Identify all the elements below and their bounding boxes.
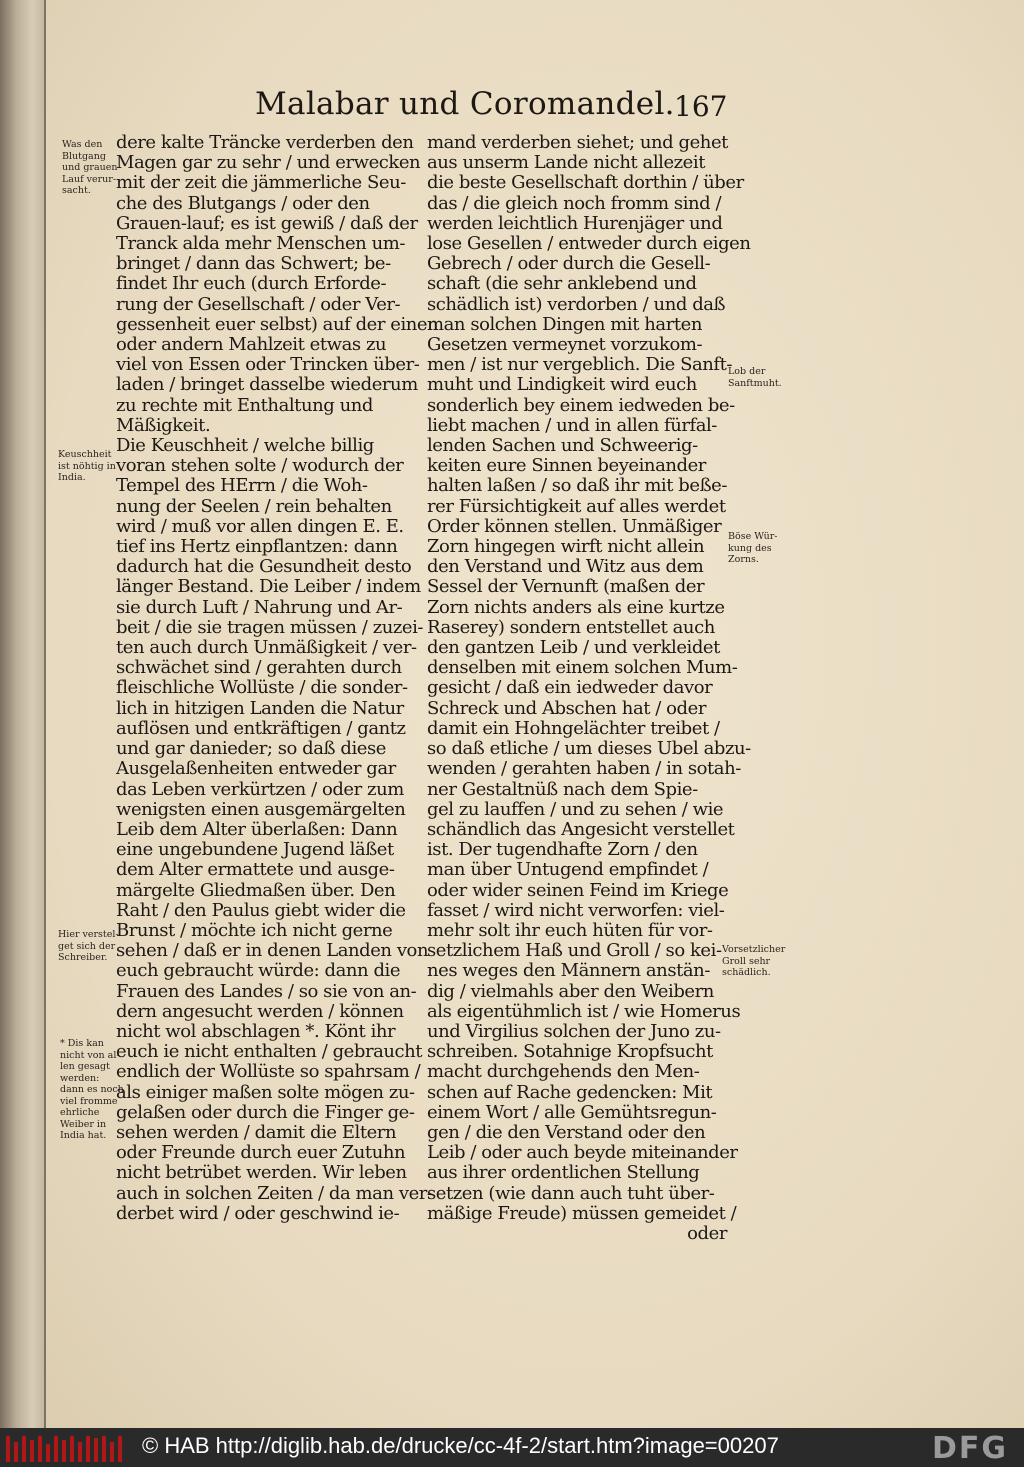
text-line: laden / bringet dasselbe wiederum xyxy=(116,374,418,396)
text-line: findet Ihr euch (durch Erforde- xyxy=(116,273,387,295)
text-line: werden leichtlich Hurenjäger und xyxy=(427,212,723,234)
text-line: Brunst / möchte ich nicht gerne xyxy=(116,919,393,941)
text-line: Die Keuschheit / welche billig xyxy=(116,435,374,457)
text-line: dig / vielmahls aber den Weibern xyxy=(427,980,714,1002)
page-number: 167 xyxy=(674,90,728,123)
copyright-url[interactable]: © HAB http://diglib.hab.de/drucke/cc-4f-2/start.htm?image=00207 xyxy=(142,1433,779,1458)
text-line: sie durch Luft / Nahrung und Ar- xyxy=(116,596,403,618)
margin-note-keuschheit: Keuschheit ist nöhtig in India. xyxy=(58,449,116,483)
text-line: liebt machen / und in allen fürfal- xyxy=(427,414,717,436)
margin-note-zorn: Böse Wür- kung des Zorns. xyxy=(728,531,778,565)
margin-note-schreiber: Hier verstel- get sich der Schreiber. xyxy=(58,929,119,963)
text-line: rung der Gesellschaft / oder Ver- xyxy=(116,293,401,315)
text-line: mand verderben siehet; und gehet xyxy=(427,132,728,153)
text-line: auflösen und entkräftigen / gantz xyxy=(116,717,406,739)
text-line: gessenheit euer selbst) auf der einen xyxy=(116,313,439,335)
text-line: gel zu lauffen / und zu sehen / wie xyxy=(427,798,724,820)
text-line: Mäßigkeit. xyxy=(116,414,211,436)
right-text-column xyxy=(427,132,751,1244)
text-line: mit der zeit die jämmerliche Seu- xyxy=(116,172,406,194)
text-line: sehen werden / damit die Eltern xyxy=(116,1121,397,1143)
text-line: muht und Lindigkeit wird euch xyxy=(427,374,697,396)
text-line: lich in hitzigen Landen die Natur xyxy=(116,697,404,719)
text-line: das Leben verkürtzen / oder zum xyxy=(116,778,404,800)
text-line: euch ie nicht enthalten / gebraucht xyxy=(116,1041,423,1063)
text-line: gen / die den Verstand oder den xyxy=(427,1121,706,1143)
text-line: euch gebraucht würde: dann die xyxy=(116,960,401,982)
text-line: Magen gar zu sehr / und erwecken xyxy=(116,152,421,174)
text-line: schaft (die sehr anklebend und xyxy=(427,273,697,295)
text-line: lose Gesellen / entweder durch eigen xyxy=(427,233,751,255)
text-line: che des Blutgangs / oder den xyxy=(116,192,370,214)
text-line: Leib dem Alter überlaßen: Dann xyxy=(116,818,398,840)
text-line: setzen (wie dann auch tuht über- xyxy=(427,1182,715,1204)
text-line: schreiben. Sotahnige Kropfsucht xyxy=(427,1041,713,1063)
text-line: den gantzen Leib / und verkleidet xyxy=(427,637,720,659)
text-line: schen auf Rache gedencken: Mit xyxy=(427,1081,713,1103)
text-line: nicht wol abschlagen *. Könt ihr xyxy=(116,1020,396,1042)
text-line: man solchen Dingen mit harten xyxy=(427,313,702,335)
text-line: dern angesucht werden / können xyxy=(116,1000,404,1022)
footer-bar xyxy=(0,1428,1024,1467)
text-line: Sessel der Vernunft (maßen der xyxy=(427,576,705,598)
text-line: macht durchgehends den Men- xyxy=(427,1061,700,1083)
left-text-column xyxy=(116,132,439,1224)
text-line: tief ins Hertz einpflantzen: dann xyxy=(116,536,398,558)
text-line: schwächet sind / gerahten durch xyxy=(116,657,402,679)
text-line: fasset / wird nicht verworfen: viel- xyxy=(427,899,725,921)
text-line: auch in solchen Zeiten / da man ver- xyxy=(116,1182,433,1204)
text-line: man über Untugend empfindet / xyxy=(427,859,709,881)
text-line: Leib / oder auch beyde miteinander xyxy=(427,1142,738,1164)
text-line: derbet wird / oder geschwind ie- xyxy=(116,1202,400,1224)
text-line: Raserey) sondern entstellet auch xyxy=(427,616,715,638)
text-line: voran stehen solte / wodurch der xyxy=(116,455,404,477)
text-line: denselben mit einem solchen Mum- xyxy=(427,657,738,679)
text-line: nicht betrübet werden. Wir leben xyxy=(116,1162,407,1184)
text-line: sonderlich bey einem iedweden be- xyxy=(427,394,735,416)
text-line: Tempel des HErrn / die Woh- xyxy=(116,475,368,497)
margin-note-groll: Vorsetzlicher Groll sehr schädlich. xyxy=(722,944,786,978)
text-line: Schreck und Abschen hat / oder xyxy=(427,697,706,719)
text-line: Gesetzen vermeynet vorzukom- xyxy=(427,334,703,356)
text-line: setzlichem Haß und Groll / so kei- xyxy=(427,940,722,962)
text-line: Order können stellen. Unmäßiger xyxy=(427,515,722,537)
text-line: bringet / dann das Schwert; be- xyxy=(116,253,391,275)
text-line: Gebrech / oder durch die Gesell- xyxy=(427,253,711,275)
margin-note-footnote: * Dis kan nicht von al- len gesagt werden: dann es noch viel fromme ehrliche Weiber in India hat. xyxy=(60,1038,124,1141)
text-line: so daß etliche / um dieses Ubel abzu- xyxy=(427,738,751,760)
text-line: Raht / den Paulus giebt wider die xyxy=(116,899,406,921)
text-line: dere kalte Träncke verderben den xyxy=(116,132,414,153)
text-line: rer Fürsichtigkeit auf alles werdet xyxy=(427,495,726,517)
catchword: oder xyxy=(687,1222,727,1244)
text-line: schädlich ist) verdorben / und daß xyxy=(427,293,726,315)
text-line: wenigsten einen ausgemärgelten xyxy=(116,798,406,820)
margin-note-sanftmuht: Lob der Sanftmuht. xyxy=(728,366,782,389)
text-line: Zorn hingegen wirft nicht allein xyxy=(427,536,705,558)
text-line: Ausgelaßenheiten entweder gar xyxy=(116,758,396,780)
text-line: sehen / daß er in denen Landen von xyxy=(116,940,429,962)
text-line: nes weges den Männern anstän- xyxy=(427,960,710,982)
text-line: oder wider seinen Feind im Kriege xyxy=(427,879,729,901)
text-line: die beste Gesellschaft dorthin / über xyxy=(427,172,744,194)
text-line: beit / die sie tragen müssen / zuzei- xyxy=(116,616,424,638)
text-line: oder andern Mahlzeit etwas zu xyxy=(116,334,387,356)
text-line: märgelte Gliedmaßen über. Den xyxy=(116,879,396,901)
text-line: als eigentühmlich ist / wie Homerus xyxy=(427,1000,741,1022)
text-line: Zorn nichts anders als eine kurtze xyxy=(427,596,725,618)
running-title: Malabar und Coromandel. xyxy=(255,86,675,122)
text-line: Tranck alda mehr Menschen um- xyxy=(116,233,405,255)
text-line: länger Bestand. Die Leiber / indem xyxy=(116,576,421,598)
text-line: viel von Essen oder Trincken über- xyxy=(116,354,420,376)
text-line: men / ist nur vergeblich. Die Sanft- xyxy=(427,354,733,376)
text-line: lenden Sachen und Schweerig- xyxy=(427,435,698,457)
text-line: schändlich das Angesicht verstellet xyxy=(427,818,735,840)
hab-logo-icon xyxy=(6,1434,126,1462)
text-line: und gar danieder; so daß diese xyxy=(116,738,386,760)
text-line: aus unserm Lande nicht allezeit xyxy=(427,152,705,174)
text-line: mäßige Freude) müssen gemeidet / xyxy=(427,1202,737,1224)
text-line: das / die gleich noch fromm sind / xyxy=(427,192,722,214)
text-line: wenden / gerahten haben / in sotah- xyxy=(427,758,741,780)
text-line: als einiger maßen solte mögen zu- xyxy=(116,1081,415,1103)
text-line: den Verstand und Witz aus dem xyxy=(427,556,704,578)
text-line: ner Gestaltnüß nach dem Spie- xyxy=(427,778,698,800)
text-line: wird / muß vor allen dingen E. E. xyxy=(116,515,404,537)
text-line: zu rechte mit Enthaltung und xyxy=(116,394,373,416)
text-line: oder Freunde durch euer Zutuhn xyxy=(116,1142,406,1164)
text-line: und Virgilius solchen der Juno zu- xyxy=(427,1020,721,1042)
book-spine xyxy=(0,0,46,1428)
text-line: dem Alter ermattete und ausge- xyxy=(116,859,395,881)
text-line: dadurch hat die Gesundheit desto xyxy=(116,556,412,578)
text-line: aus ihrer ordentlichen Stellung xyxy=(427,1162,700,1184)
text-line: Grauen-lauf; es ist gewiß / daß der xyxy=(116,212,418,234)
text-line: gesicht / daß ein iedweder davor xyxy=(427,677,713,699)
dfg-logo: DFG xyxy=(932,1431,1009,1466)
text-line: ist. Der tugendhafte Zorn / den xyxy=(427,839,698,861)
text-line: keiten eure Sinnen beyeinander xyxy=(427,455,706,477)
text-line: Frauen des Landes / so sie von an- xyxy=(116,980,417,1002)
margin-note-blutgang: Was den Blutgang und grauen Lauf verur- sacht. xyxy=(62,139,118,196)
text-line: ten auch durch Unmäßigkeit / ver- xyxy=(116,637,417,659)
text-line: halten laßen / so daß ihr mit beße- xyxy=(427,475,727,497)
text-line: fleischliche Wollüste / die sonder- xyxy=(116,677,408,699)
text-line: damit ein Hohngelächter treibet / xyxy=(427,717,720,739)
text-line: mehr solt ihr euch hüten für vor- xyxy=(427,919,713,941)
text-line: eine ungebundene Jugend läßet xyxy=(116,839,394,861)
text-line: endlich der Wollüste so spahrsam / xyxy=(116,1061,421,1083)
text-line: einem Wort / alle Gemühtsregun- xyxy=(427,1101,717,1123)
text-line: nung der Seelen / rein behalten xyxy=(116,495,392,517)
text-line: gelaßen oder durch die Finger ge- xyxy=(116,1101,415,1123)
